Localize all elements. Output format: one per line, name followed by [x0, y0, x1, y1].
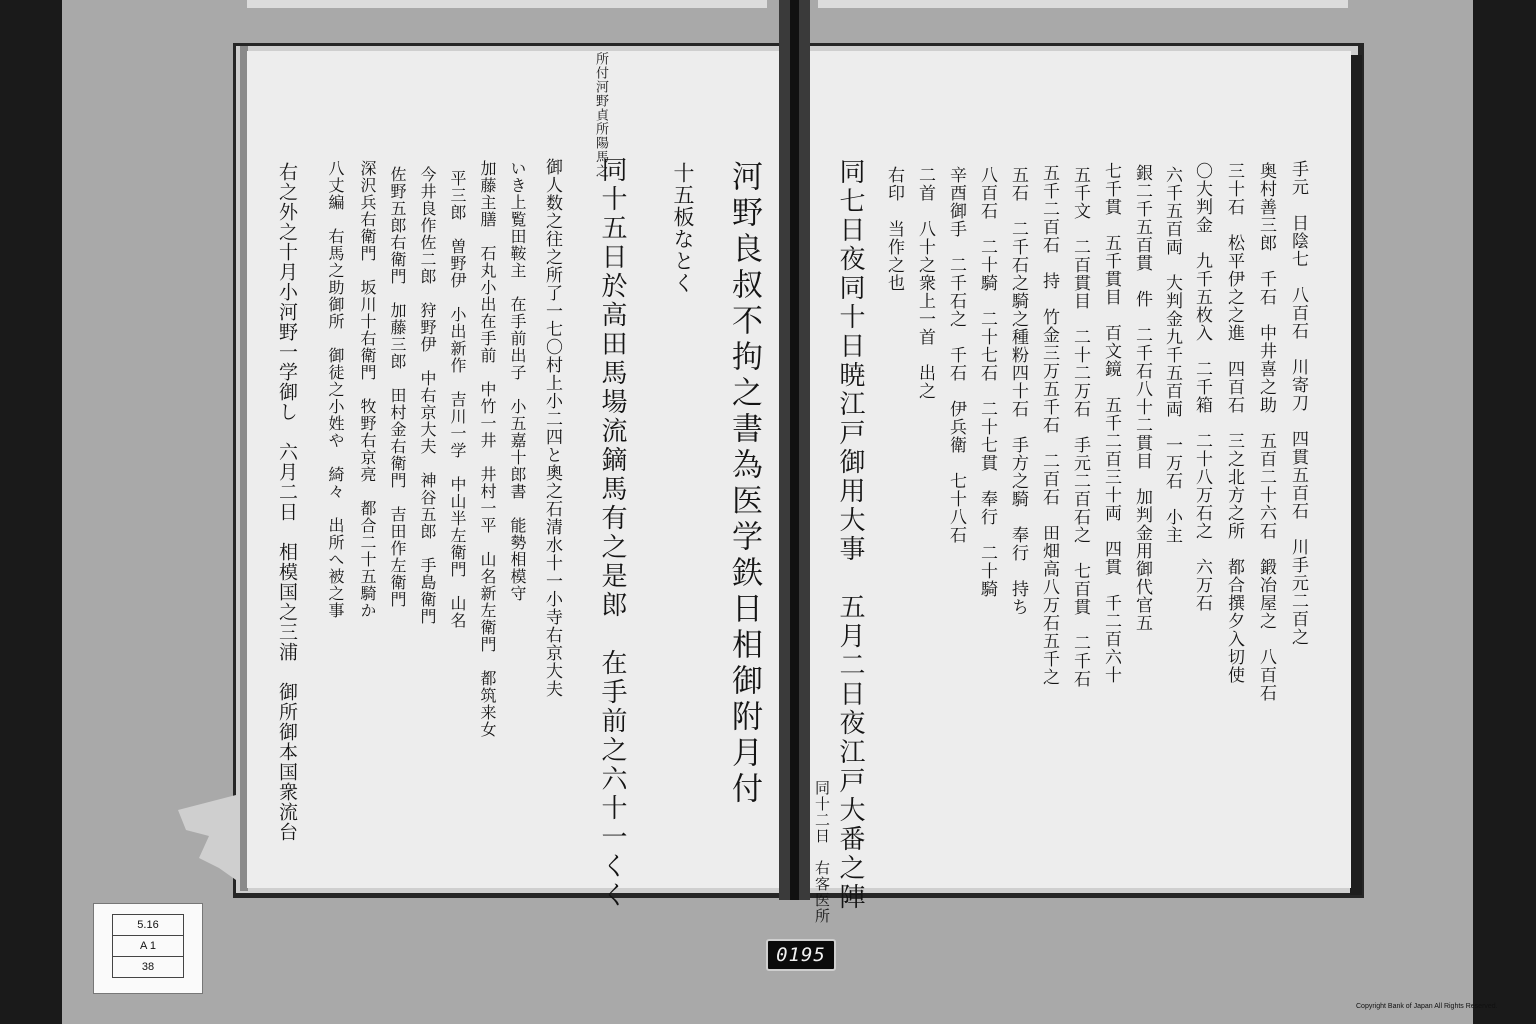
- copyright-notice: Copyright Bank of Japan All Rights Reserved.: [1356, 1003, 1498, 1010]
- right-page-column: 右印 当作之也: [884, 166, 904, 292]
- left-page-column: 所付河野貞所陽馬之: [593, 52, 608, 178]
- label-number: 38: [113, 957, 184, 978]
- right-page-column: 銀二千五百貫 件 二千石八十二貫目 加判金用御代官五: [1132, 164, 1152, 632]
- right-page-column: 辛酉御手 二千石之 千石 伊兵衛 七十八石: [946, 166, 966, 544]
- right-page-column: 五石 二千石之騎之種粉四十石 手方之騎 奉行 持ち: [1008, 166, 1028, 616]
- left-page-column: 御人数之往之所了一七〇村上小二四と奧之石清水十一小寺右京大夫: [542, 158, 562, 698]
- right-page-column: 五千二百石 持 竹金三万五千石 二百石 田畑高八万石五千之: [1039, 164, 1059, 686]
- left-page-column: 佐野五郎右衛門 加藤三郎 田村金右衛門 吉田作左衛門: [388, 166, 407, 608]
- archive-label-table: [112, 914, 184, 978]
- archive-label-card: [93, 903, 203, 994]
- left-page-column: 深沢兵右衛門 坂川十右衛門 牧野右京亮 都合二十五騎か: [358, 160, 377, 619]
- right-page-column: 六千五百両 大判金九千五百両 一万石 小主: [1162, 166, 1182, 544]
- right-page-column: 三十石 松平伊之之進 四百石 三之北方之所 都合撰夕入切使: [1224, 162, 1244, 684]
- right-page-column: 七千貫 五千貫目 百文鏡 五千二百三十両 四貫 千二百六十: [1101, 162, 1121, 684]
- frame-number-badge: 0195: [766, 939, 836, 971]
- left-page-column: 八丈編 右馬之助御所 御徒之小姓や 綺々 出所へ被之事: [326, 160, 345, 619]
- left-page-column: 同十五日於高田馬場流鏑馬有之是郎 在手前之六十一くく: [597, 156, 627, 910]
- right-page-column: 五千文 二百貫目 二十二万石 手元二百石之 七百貫 二千石: [1070, 166, 1090, 688]
- left-page-column: 加藤主膳 石丸小出在手前 中竹一井 井村一平 山名新左衛門 都筑来女: [478, 160, 497, 738]
- right-page-column: 八百石 二十騎 二十七石 二十七貫 奉行 二十騎: [977, 166, 997, 598]
- right-page-column: 二首 八十之衆上一首 出之: [915, 166, 935, 400]
- left-page-column: 右之外之十月小河野一学御し 六月二日 相模国之三浦 御所御本国衆流台: [276, 162, 298, 842]
- right-page-column: 同七日夜同十日暁江戸御用大事 五月二日夜江戸大番之陣: [835, 158, 865, 912]
- left-page-column: 河野良叔不拘之書為医学鉄日相御附月付: [726, 160, 762, 808]
- left-page-column: 今井良作佐二郎 狩野伊 中右京大夫 神谷五郎 手島衛門: [418, 166, 437, 625]
- right-page-column: 奥村善三郎 千石 中井喜之助 五百二十六石 鍛冶屋之 八百石: [1256, 162, 1276, 702]
- label-volume: 5.16: [113, 915, 184, 936]
- right-page-column: 〇大判金 九千五枚入 二千箱 二十八万石之 六万石: [1192, 162, 1212, 612]
- left-page-column: 平三郎 曽野伊 小出新作 吉川一学 中山半左衛門 山名: [448, 170, 467, 629]
- left-page-column: いき上覧田鞍主 在手前出子 小五嘉十郎書 能勢相模守: [508, 160, 527, 602]
- right-page-column: 手元 日陰七 八百石 川寄刀 四貫五百石 川手元二百之: [1288, 160, 1308, 646]
- right-page-column: 同十二日 右客医所: [813, 780, 831, 924]
- label-series: A 1: [113, 936, 184, 957]
- left-page-column: 十五板なとく: [671, 162, 695, 294]
